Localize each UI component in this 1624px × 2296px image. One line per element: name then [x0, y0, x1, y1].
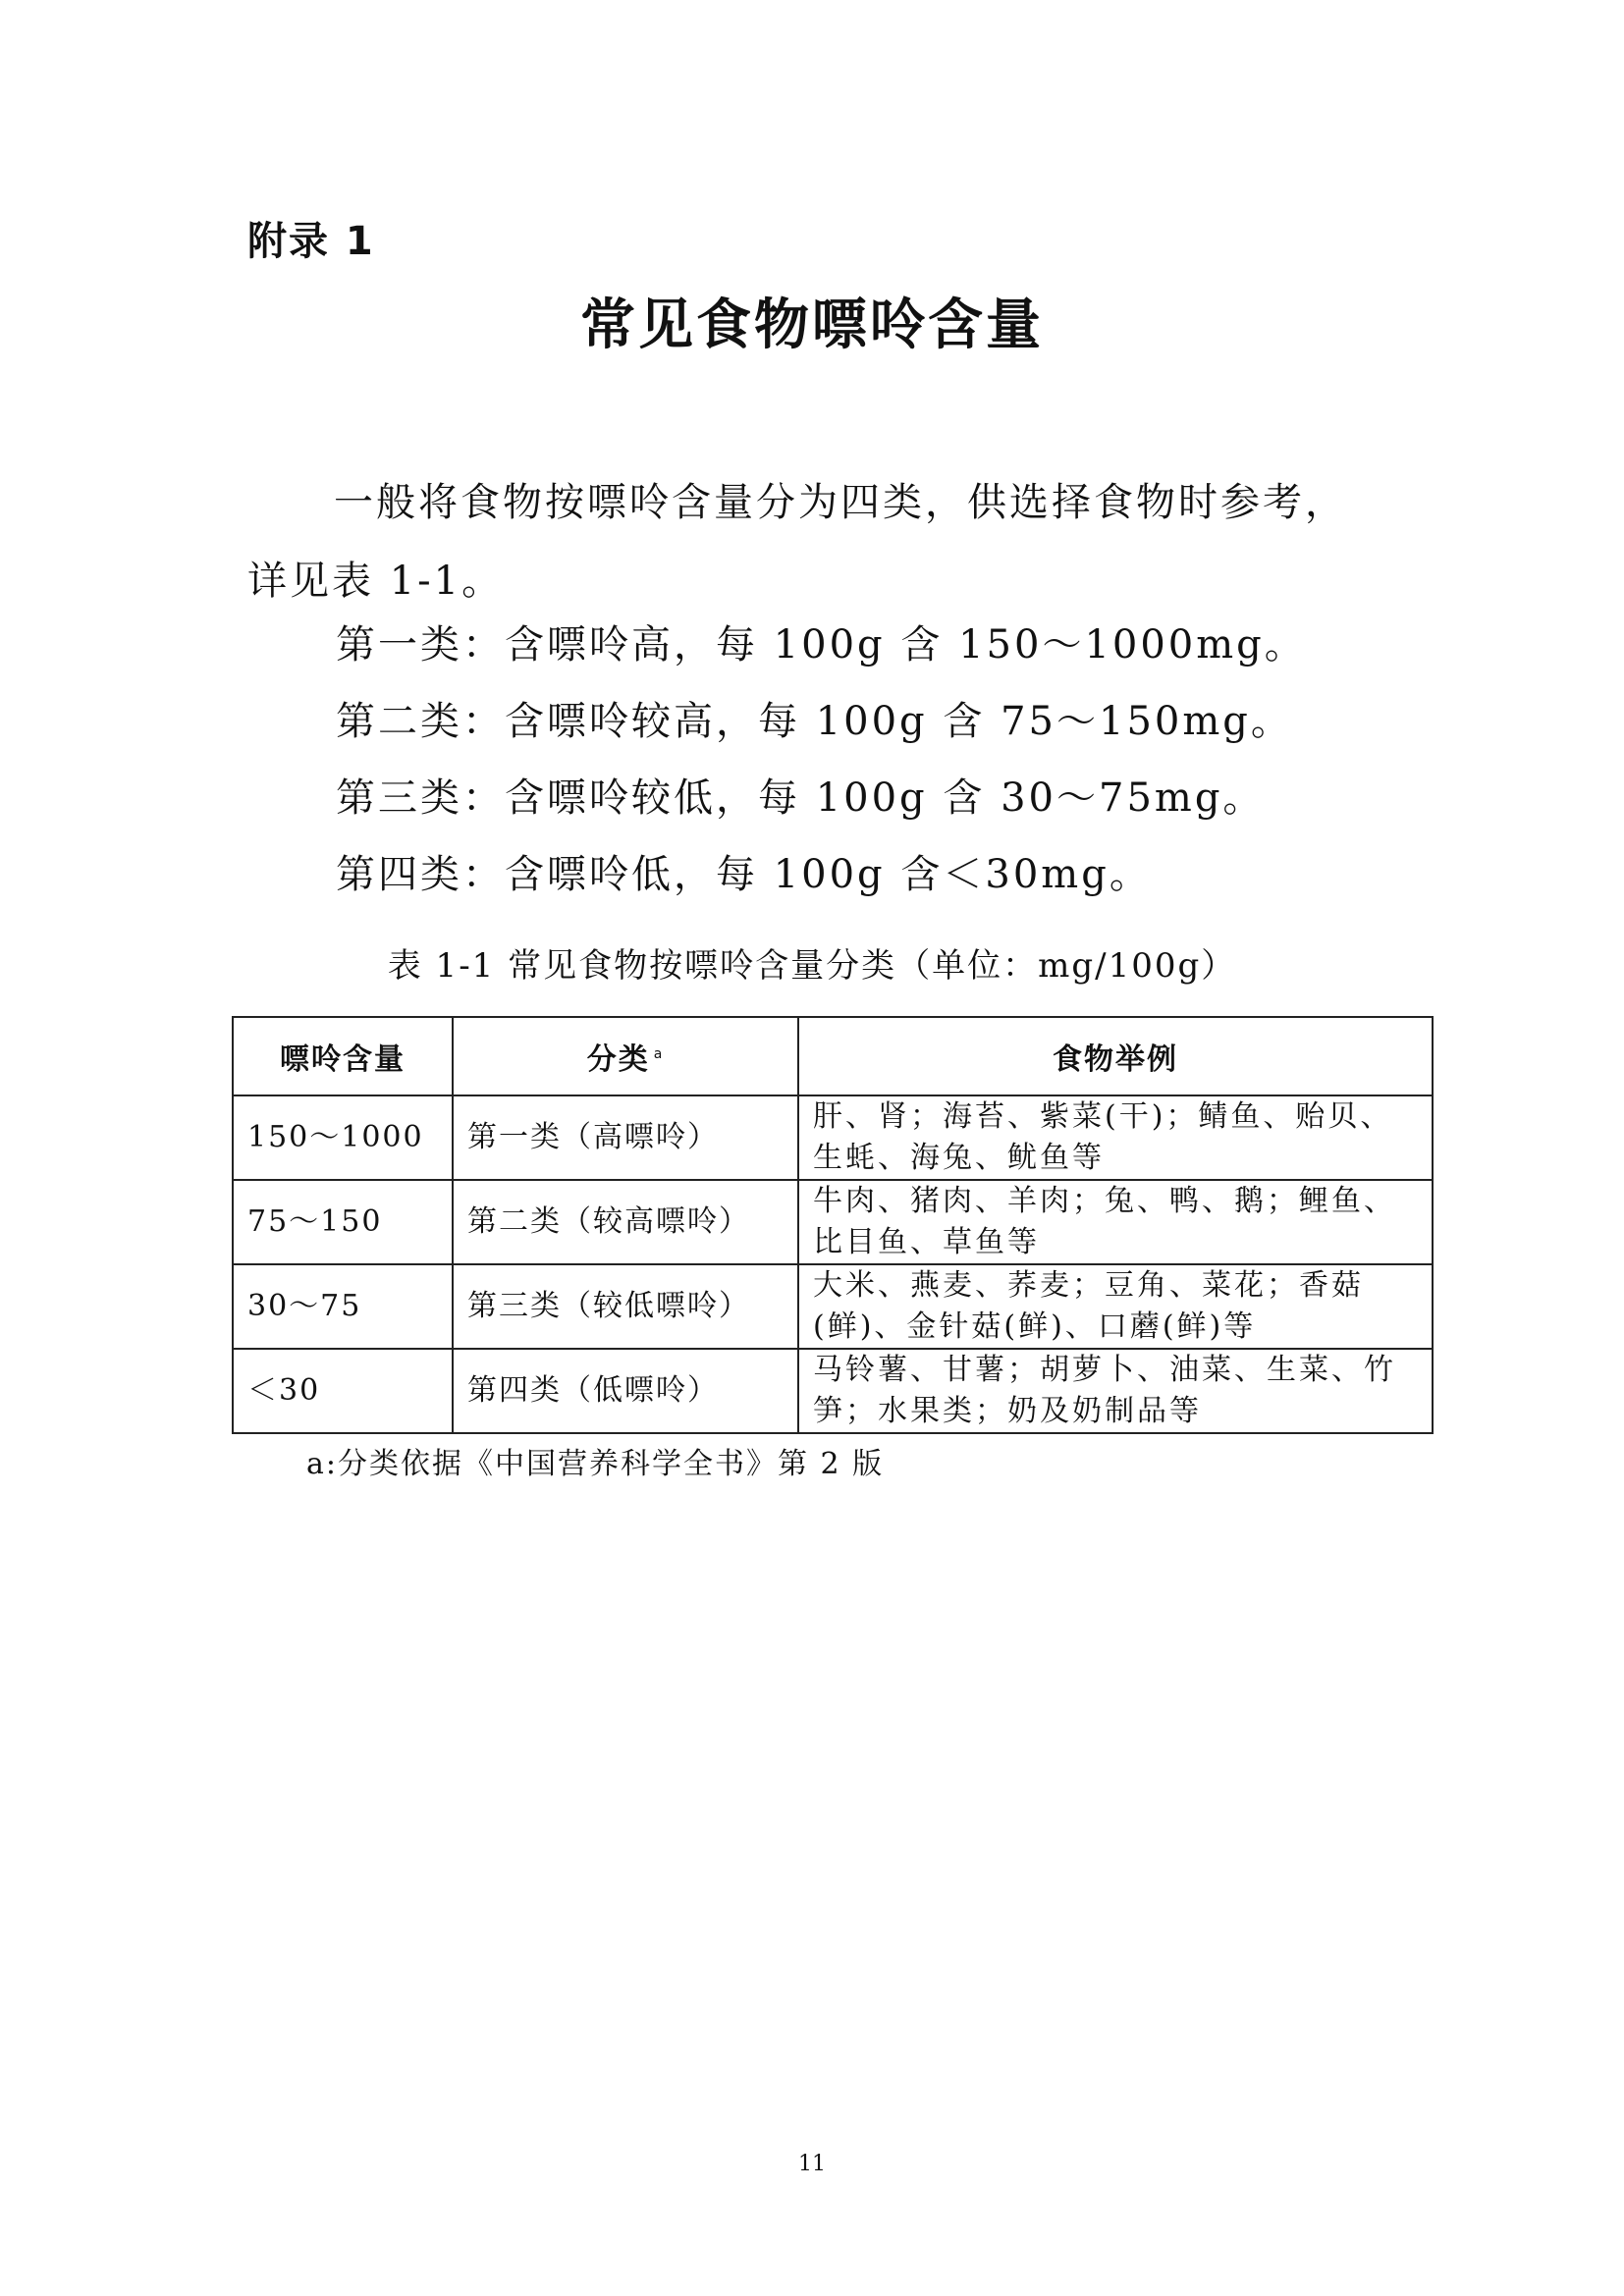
cell-category: 第四类（低嘌呤）	[453, 1349, 798, 1433]
table-row	[233, 1180, 1433, 1264]
header-purine-content: 嘌呤含量	[233, 1017, 453, 1095]
cell-purine-content: 30～75	[233, 1264, 453, 1349]
appendix-label: 附录 1	[247, 219, 375, 264]
cell-food-examples: 大米、燕麦、荞麦；豆角、菜花；香菇(鲜)、金针菇(鲜)、口蘑(鲜)等	[798, 1264, 1433, 1349]
header-food-examples: 食物举例	[798, 1017, 1433, 1095]
cell-category: 第三类（较低嘌呤）	[453, 1264, 798, 1349]
cell-food-examples: 牛肉、猪肉、羊肉；兔、鸭、鹅；鲤鱼、比目鱼、草鱼等	[798, 1180, 1433, 1264]
cell-food-examples: 马铃薯、甘薯；胡萝卜、油菜、生菜、竹笋；水果类；奶及奶制品等	[798, 1349, 1433, 1433]
cell-category: 第一类（高嘌呤）	[453, 1095, 798, 1180]
category-item-2: 第二类：含嘌呤较高，每 100g 含 75～150mg。	[336, 699, 1293, 744]
table-footnote: a:分类依据《中国营养科学全书》第 2 版	[306, 1447, 885, 1481]
cell-food-examples: 肝、肾；海苔、紫菜(干)；鲭鱼、贻贝、生蚝、海兔、鱿鱼等	[798, 1095, 1433, 1180]
table-row	[233, 1264, 1433, 1349]
cell-purine-content: ＜30	[233, 1349, 453, 1433]
page-title: 常见食物嘌呤含量	[580, 294, 1044, 357]
header-category	[453, 1017, 798, 1095]
category-item-4: 第四类：含嘌呤低，每 100g 含＜30mg。	[336, 852, 1152, 897]
table-row	[233, 1095, 1433, 1180]
cell-purine-content: 75～150	[233, 1180, 453, 1264]
category-list	[336, 607, 1307, 913]
header-category-label: 分类	[586, 1042, 650, 1077]
purine-table	[232, 1016, 1434, 1434]
table-header-row	[233, 1017, 1433, 1095]
table-row	[233, 1349, 1433, 1433]
cell-purine-content: 150～1000	[233, 1095, 453, 1180]
cell-category: 第二类（较高嘌呤）	[453, 1180, 798, 1264]
category-item-1: 第一类：含嘌呤高，每 100g 含 150～1000mg。	[336, 622, 1307, 667]
header-category-footnote-mark: a	[653, 1046, 665, 1062]
intro-paragraph: 一般将食物按嘌呤含量分为四类，供选择食物时参考，详见表 1-1。	[247, 480, 1347, 604]
page-number: 11	[798, 2152, 826, 2176]
category-item-3: 第三类：含嘌呤较低，每 100g 含 30～75mg。	[336, 775, 1266, 821]
table-caption: 表 1-1 常见食物按嘌呤含量分类（单位：mg/100g）	[387, 946, 1237, 986]
